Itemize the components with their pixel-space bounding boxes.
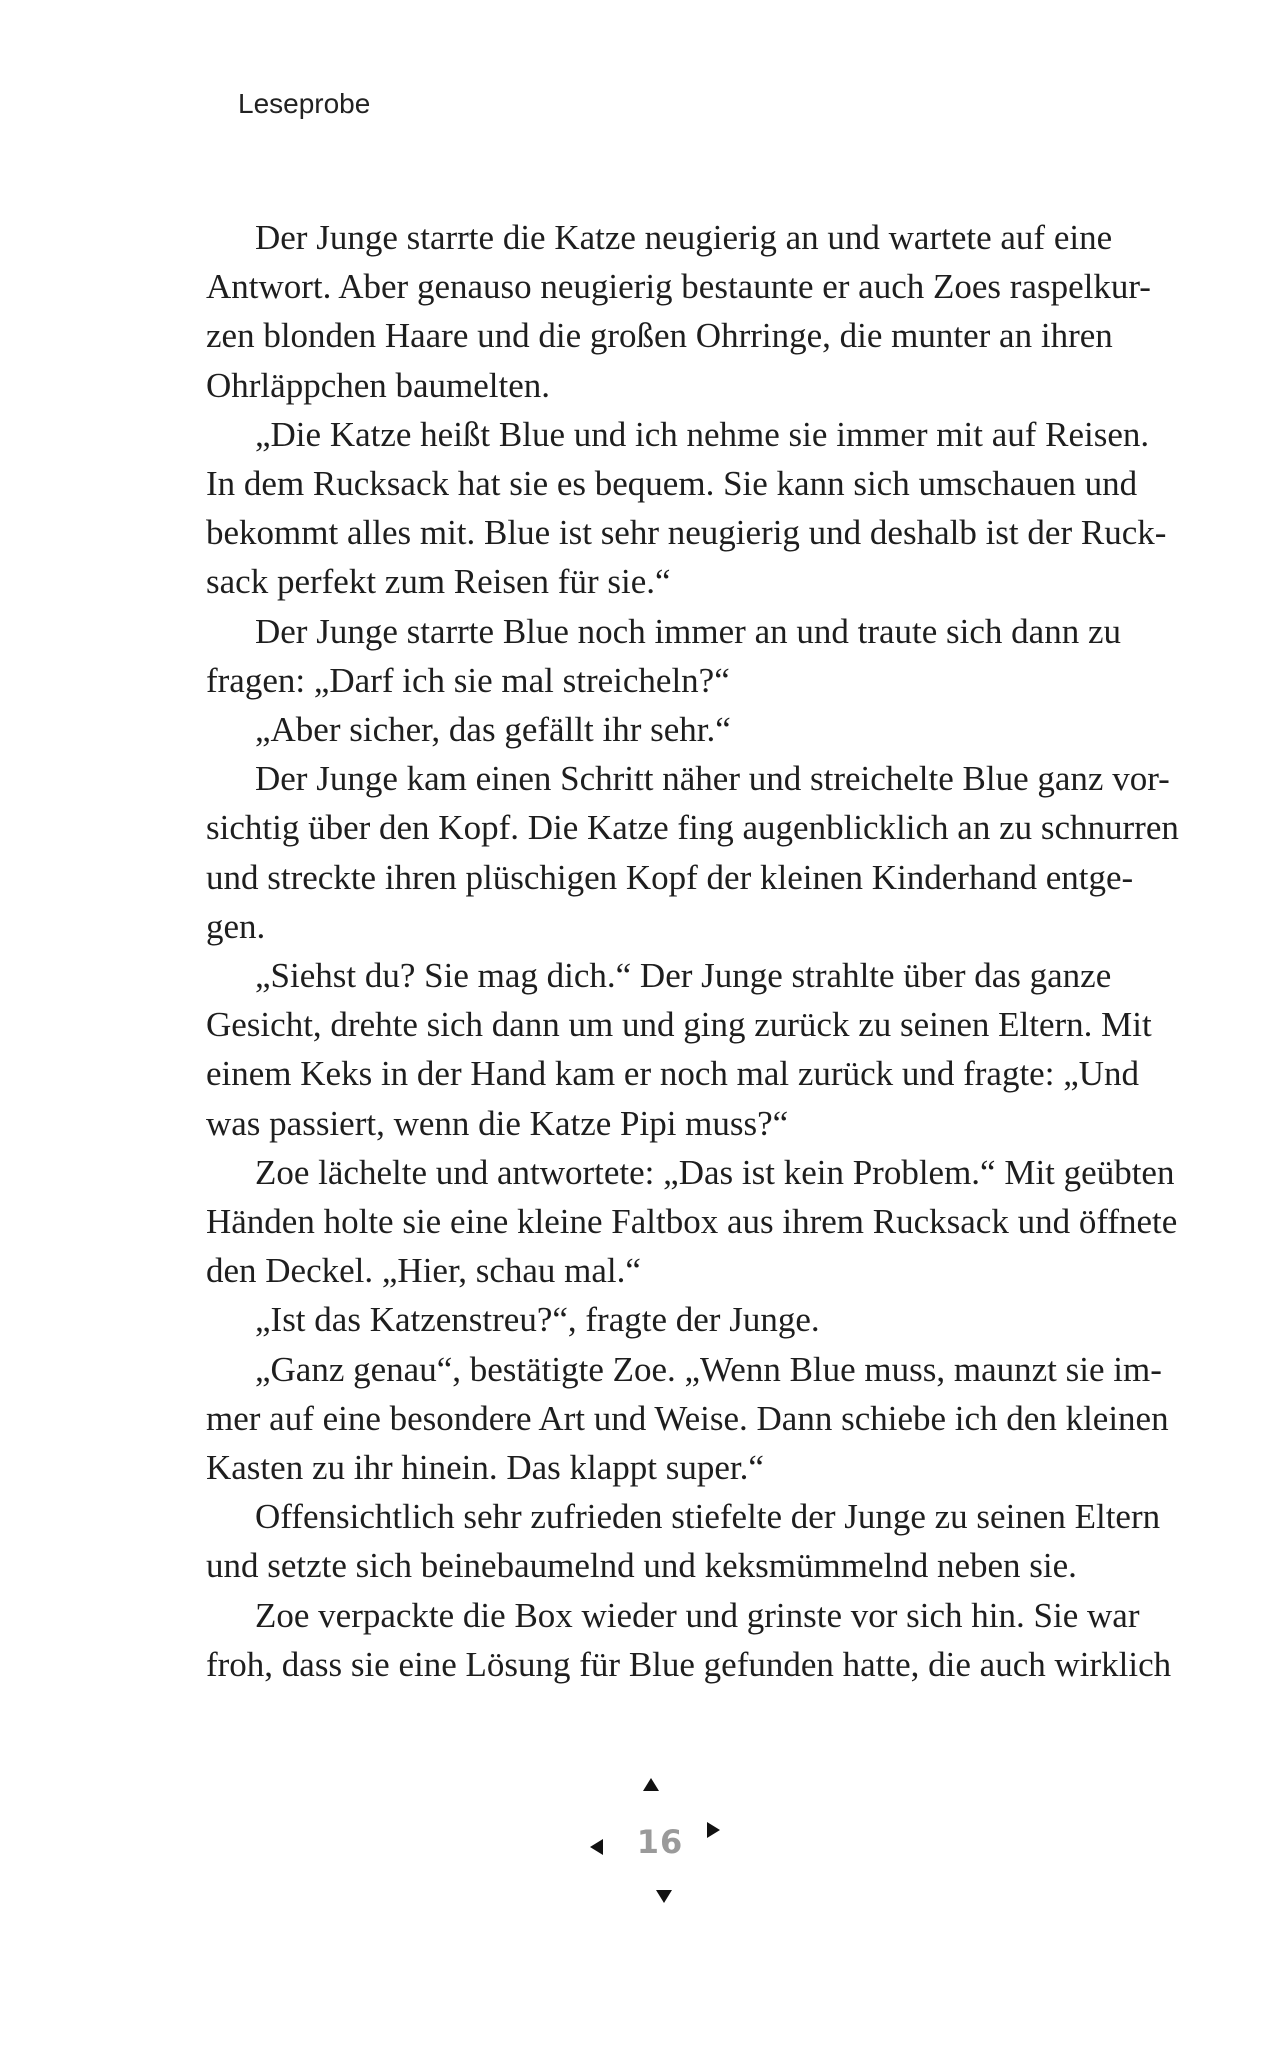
text-line: fragen: „Darf ich sie mal streicheln?“ [206,660,730,700]
text-line: sichtig über den Kopf. Die Katze fing augenblicklich an zu schnurren [206,808,1179,848]
text-line: bekommt alles mit. Blue ist sehr neugierig und deshalb ist der Ruck- [206,513,1167,553]
page-number: 16 [636,1823,684,1861]
body-text [206,213,1179,1689]
text-line: „Ganz genau“, bestätigte Zoe. „Wenn Blue muss, maunzt sie im- [255,1349,1162,1389]
text-line: „Aber sicher, das gefällt ihr sehr.“ [255,710,731,750]
text-line: Der Junge kam einen Schritt näher und streichelte Blue ganz vor- [255,759,1170,799]
text-line: Zoe lächelte und antwortete: „Das ist kein Problem.“ Mit geübten [255,1152,1175,1192]
text-line: und setzte sich beinebaumelnd und keksmümmelnd neben sie. [206,1546,1077,1586]
page-header-label: Leseprobe [238,88,371,119]
text-line: froh, dass sie eine Lösung für Blue gefunden hatte, die auch wirklich [206,1644,1172,1684]
triangle-up-icon [643,1778,659,1791]
text-line: zen blonden Haare und die großen Ohrringe, die munter an ihren [206,316,1113,356]
text-line: den Deckel. „Hier, schau mal.“ [206,1251,641,1291]
page-navigation [580,1768,730,1908]
text-line: Zoe verpackte die Box wieder und grinste vor sich hin. Sie war [255,1595,1140,1635]
text-line: was passiert, wenn die Katze Pipi muss?“ [206,1103,789,1143]
text-line: Offensichtlich sehr zufrieden stiefelte der Junge zu seinen Eltern [255,1497,1161,1537]
text-line: Ohrläppchen baumelten. [206,365,551,405]
text-line: „Siehst du? Sie mag dich.“ Der Junge strahlte über das ganze [255,956,1112,996]
triangle-right-icon [707,1822,720,1838]
text-line: sack perfekt zum Reisen für sie.“ [206,562,671,602]
text-line: einem Keks in der Hand kam er noch mal zurück und fragte: „Und [206,1054,1140,1094]
text-line: In dem Rucksack hat sie es bequem. Sie kann sich umschauen und [206,464,1138,504]
text-line: mer auf eine besondere Art und Weise. Dann schiebe ich den kleinen [206,1398,1169,1438]
text-line: gen. [206,906,266,946]
text-line: Der Junge starrte Blue noch immer an und traute sich dann zu [255,611,1121,651]
text-line: „Die Katze heißt Blue und ich nehme sie immer mit auf Reisen. [255,414,1150,454]
text-line: Händen holte sie eine kleine Faltbox aus ihrem Rucksack und öffnete [206,1202,1178,1242]
triangle-down-icon [656,1890,672,1903]
text-line: und streckte ihren plüschigen Kopf der kleinen Kinderhand entge- [206,857,1134,897]
text-line: Der Junge starrte die Katze neugierig an und wartete auf eine [255,218,1113,257]
triangle-left-icon [590,1839,603,1855]
text-line: Gesicht, drehte sich dann um und ging zurück zu seinen Eltern. Mit [206,1005,1152,1045]
text-line: „Ist das Katzenstreu?“, fragte der Junge. [255,1300,820,1340]
text-line: Antwort. Aber genauso neugierig bestaunte er auch Zoes raspelkur- [206,267,1151,307]
text-line: Kasten zu ihr hinein. Das klappt super.“ [206,1448,764,1488]
